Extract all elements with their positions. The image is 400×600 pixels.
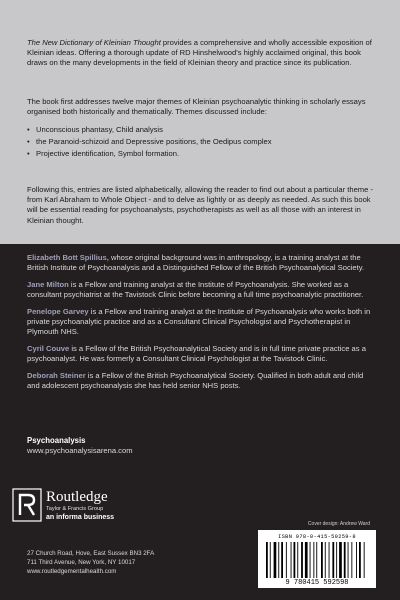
barcode-bar (297, 542, 298, 578)
barcode-bar (278, 542, 279, 578)
barcode-bar (325, 542, 326, 578)
barcode-bar (364, 542, 365, 578)
cover-credit: Cover design: Andrew Ward (307, 521, 370, 527)
publisher-address (27, 549, 154, 576)
barcode-bar (339, 542, 342, 578)
barcode-bar (274, 542, 277, 578)
author-bio-text: whose original background was in anthropology, is a training analyst at the British Institute of Psychoanalysis and a Distinguished Fellow of the British Psychoanalytical Society. (27, 253, 365, 273)
barcode-bar (305, 542, 308, 578)
barcode-bar (291, 542, 292, 578)
author-bio-text: is a Fellow and training analyst at the Institute of Psychoanalysis who works both in private psychoanalytic practice and as a Consultant Clinical Psychologist and Psychotherapist in Plymouth NHS. (27, 306, 371, 337)
barcode-bar (313, 542, 314, 578)
barcode-bar (359, 542, 361, 578)
barcode-bar (301, 542, 303, 578)
barcode-bar (348, 542, 349, 578)
publisher-logo (12, 488, 142, 522)
intro-paragraph (27, 38, 375, 69)
publisher-name: Routledge (46, 489, 108, 505)
barcode-bar (344, 542, 346, 578)
address-line[interactable]: www.routledgementalhealth.com (27, 568, 117, 575)
author-name: Penelope Garvey (27, 306, 89, 316)
barcode-bar (351, 542, 352, 578)
description-panel (0, 0, 400, 244)
author-bio (27, 307, 377, 338)
book-title-italic: The New Dictionary of Kleinian Thought (27, 38, 161, 47)
subject-url[interactable]: www.psychoanalysisarena.com (27, 446, 133, 455)
intro-text: provides a comprehensive and wholly accessible exposition of Kleinian ideas. Offering a thorough update of RD Hinshelwood's highly acclaimed original, this book draws on the many developments in the field of Kleinian theory and practice since its publication. (27, 38, 372, 68)
author-bio-text: is a Fellow and training analyst at the Institute of Psychoanalysis. She worked as a consultant psychiatrist at the Tavistock Clinic before becoming a full time psychoanalytic practitioner. (27, 279, 364, 300)
barcode-bar (356, 542, 357, 578)
barcode-icon (266, 542, 368, 578)
author-name: Jane Milton (27, 279, 69, 289)
author-name: Elizabeth Bott Spillius, (27, 253, 109, 262)
barcode-bar (316, 542, 317, 578)
theme-item: • the Paranoid-schizoid and Depressive positions, the Oedipus complex (27, 136, 367, 148)
barcode-bar (310, 542, 311, 578)
author-bios (27, 253, 377, 398)
barcode-bar (270, 542, 271, 578)
publisher-group: Taylor & Francis Group (46, 506, 104, 512)
isbn-barcode (258, 530, 376, 588)
barcode-bar (321, 542, 323, 578)
isbn-label: ISBN 978-0-415-59259-8 (278, 534, 356, 540)
theme-item: • Projective identification, Symbol formation. (27, 148, 367, 160)
barcode-bar (294, 542, 296, 578)
barcode-bar (336, 542, 337, 578)
themes-list (27, 124, 367, 160)
author-bio (27, 344, 377, 364)
barcode-bar (281, 542, 283, 578)
theme-item: • Unconscious phantasy, Child analysis (27, 124, 367, 136)
author-bio (27, 280, 377, 300)
barcode-bar (332, 542, 334, 578)
barcode-digits: 9 780415 592598 (285, 579, 349, 587)
author-name: Cyril Couve (27, 343, 70, 353)
routledge-logo-icon (12, 488, 42, 522)
author-name: Deborah Steiner (27, 370, 86, 380)
address-line: 711 Third Avenue, New York, NY 10017 (27, 559, 136, 566)
author-bio-text: is a Fellow of the British Psychoanalytical Society and is in full time private practice as a psychoanalyst. He was formerly a Consultant Clinical Psychologist at the Tavistock Clinic. (27, 343, 366, 364)
subject-label: Psychoanalysis (27, 436, 86, 445)
barcode-bar (266, 542, 268, 578)
author-bio-text: is a Fellow of the British Psychoanalytical Society. Qualified in both adult and child and adolescent psychoanalysis she has held senior NHS posts. (27, 370, 364, 391)
publisher-tagline: an informa business (46, 514, 115, 521)
author-bio (27, 371, 377, 391)
address-line: 27 Church Road, Hove, East Sussex BN3 2FA (27, 550, 155, 557)
barcode-bar (286, 542, 287, 578)
author-bio (27, 253, 377, 273)
barcode-bar (329, 542, 330, 578)
subject-block (27, 436, 133, 456)
following-paragraph: Following this, entries are listed alphabetically, allowing the reader to find out about a particular theme - from Karl Abraham to Whole Object - and to delve as lightly or as deeply as needed. As such this book will be essential reading for psychoanalysts, psychotherapists as well as all those with an interest in Kleinian thought. (27, 185, 373, 225)
themes-intro-paragraph: The book first addresses twelve major themes of Kleinian psychoanalytic thinking in scholarly essays organised both historically and thematically. Themes discussed include: (27, 97, 366, 117)
